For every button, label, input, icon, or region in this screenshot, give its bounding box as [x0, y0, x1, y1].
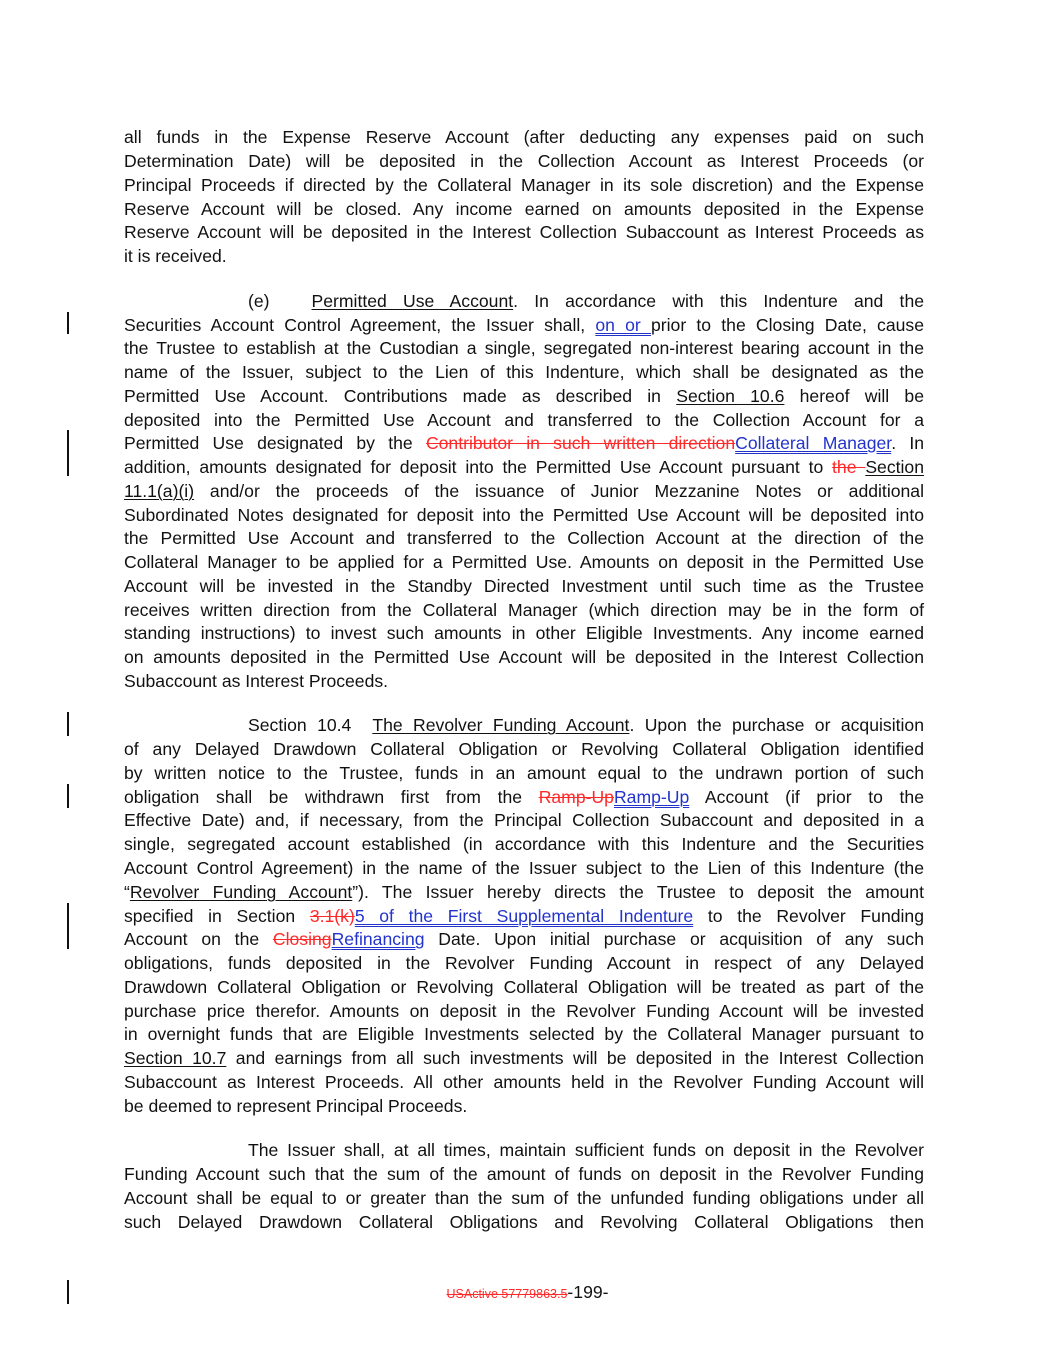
change-bar [67, 903, 69, 949]
change-bar [67, 312, 69, 334]
text-line: the Trustee to establish at the Custodian a single, segregated non-interest bearing account in the [124, 338, 924, 358]
text-line: Subaccount as Interest Proceeds. [124, 671, 389, 691]
defined-term: Revolver Funding Account [129, 882, 353, 902]
text-line: obligations, funds deposited in the Revolver Funding Account in respect of any Delayed [124, 953, 924, 973]
inserted-text: Refinancing [331, 929, 425, 949]
deleted-doc-id: USActive 57779863.5 [446, 1287, 568, 1301]
text-line: 11.1(a)(i) and/or the proceeds of the issuance of Junior Mezzanine Notes or additional [124, 481, 924, 501]
text-line: Subordinated Notes designated for deposit into the Permitted Use Account will be deposited into [124, 505, 924, 525]
text-line: specified in Section 3.1(k)5 of the First Supplemental Indenture to the Revolver Funding [124, 906, 925, 926]
text-line: standing instructions) to invest such amounts in other Eligible Investments. Any income earned [124, 623, 924, 643]
deleted-text: Ramp-Up [538, 787, 614, 807]
section-reference[interactable]: Section 10.7 [124, 1048, 227, 1068]
text-line: “Revolver Funding Account”). The Issuer hereby directs the Trustee to deposit the amount [124, 882, 924, 902]
text-line: Principal Proceeds if directed by the Collateral Manager in its sole discretion) and the Expense [124, 175, 924, 195]
deleted-text: the [832, 457, 866, 477]
text-line: on amounts deposited in the Permitted Use Account will be deposited in the Interest Collection [124, 647, 924, 667]
deleted-text: 3.1(k) [309, 906, 355, 926]
section-number: Section 10.4 [248, 715, 352, 735]
change-bar [67, 784, 69, 808]
clause-heading: Permitted Use Account [311, 291, 514, 311]
text-line: The Issuer shall, at all times, maintain sufficient funds on deposit in the Revolver [248, 1140, 924, 1160]
page-number: -199- [567, 1282, 609, 1302]
text-line: Securities Account Control Agreement, the Issuer shall, on or prior to the Closing Date, cause [124, 315, 924, 335]
text-line: in overnight funds that are Eligible Investments selected by the Collateral Manager pursuant to [124, 1024, 924, 1044]
text-line: Collateral Manager to be applied for a Permitted Use. Amounts on deposit in the Permitted Use [124, 552, 924, 572]
inserted-text: Ramp-Up [613, 787, 690, 807]
text-line: Effective Date) and, if necessary, from the Principal Collection Subaccount and deposited in a [124, 810, 924, 830]
text-line: be deemed to represent Principal Proceeds. [124, 1096, 468, 1116]
inserted-text: Collateral Manager [735, 433, 892, 453]
deleted-text: Closing [272, 929, 332, 949]
text-line: by written notice to the Trustee, funds in an amount equal to the undrawn portion of such [124, 763, 924, 783]
inserted-text: on or [595, 315, 651, 335]
text-line: deposited into the Permitted Use Account and transferred to the Collection Account for a [124, 410, 924, 430]
change-bar [67, 712, 69, 736]
text-line: single, segregated account established (in accordance with this Indenture and the Securities [124, 834, 924, 854]
text-line: such Delayed Drawdown Collateral Obligations and Revolving Collateral Obligations then [124, 1212, 924, 1232]
section-heading: The Revolver Funding Account [372, 715, 630, 735]
text-line: Subaccount as Interest Proceeds. All other amounts held in the Revolver Funding Account will [124, 1072, 924, 1092]
text-line: receives written direction from the Collateral Manager (which direction may be in the form of [124, 600, 924, 620]
text-line: Account Control Agreement) in the name of the Issuer subject to the Lien of this Indenture (the [124, 858, 924, 878]
text-line: Determination Date) will be deposited in the Collection Account as Interest Proceeds (or [124, 151, 924, 171]
section-reference[interactable]: Section 10.6 [676, 386, 785, 406]
inserted-text: 5 of the First Supplemental Indenture [354, 906, 694, 926]
page-footer [0, 1280, 1055, 1306]
text-line: Section 10.4 The Revolver Funding Account. Upon the purchase or acquisition [248, 715, 924, 735]
clause-label: (e) [248, 291, 270, 311]
change-bar [67, 430, 69, 476]
text-line: Section 10.7 and earnings from all such investments will be deposited in the Interest Collection [124, 1048, 924, 1068]
text-line: Account shall be equal to or greater than the sum of the unfunded funding obligations under all [124, 1188, 924, 1208]
text-line: it is received. [124, 246, 227, 266]
text-line: addition, amounts designated for deposit into the Permitted Use Account pursuant to the Section [124, 457, 924, 477]
text-line: Funding Account such that the sum of the amount of funds on deposit in the Revolver Funding [124, 1164, 924, 1184]
text-line: the Permitted Use Account and transferred to the Collection Account at the direction of the [124, 528, 924, 548]
text-line: Account will be invested in the Standby Directed Investment until such time as the Trustee [124, 576, 924, 596]
text-line: (e) Permitted Use Account. In accordance with this Indenture and the [248, 291, 925, 311]
text-line: Reserve Account will be deposited in the Interest Collection Subaccount as Interest Proceeds as [124, 222, 924, 242]
text-line: Account on the ClosingRefinancing Date. Upon initial purchase or acquisition of any such [124, 929, 924, 949]
text-line: Drawdown Collateral Obligation or Revolving Collateral Obligation will be treated as part of the [124, 977, 924, 997]
deleted-text: Contributor in such written direction [425, 433, 736, 453]
section-reference[interactable]: Section [865, 457, 924, 477]
text-line: purchase price therefor. Amounts on deposit in the Revolver Funding Account will be invested [124, 1001, 924, 1021]
section-reference[interactable]: 11.1(a)(i) [124, 481, 195, 501]
text-line: all funds in the Expense Reserve Account (after deducting any expenses paid on such [124, 127, 924, 147]
text-line: of any Delayed Drawdown Collateral Obligation or Revolving Collateral Obligation identified [124, 739, 924, 759]
text-line: Reserve Account will be closed. Any income earned on amounts deposited in the Expense [124, 199, 924, 219]
text-line: name of the Issuer, subject to the Lien of this Indenture, which shall be designated as the [124, 362, 924, 382]
text-line: Permitted Use designated by the Contributor in such written directionCollateral Manager. In [124, 433, 924, 453]
text-line: Permitted Use Account. Contributions made as described in Section 10.6 hereof will be [124, 386, 924, 406]
text-line: obligation shall be withdrawn first from the Ramp-UpRamp-Up Account (if prior to the [124, 787, 924, 807]
